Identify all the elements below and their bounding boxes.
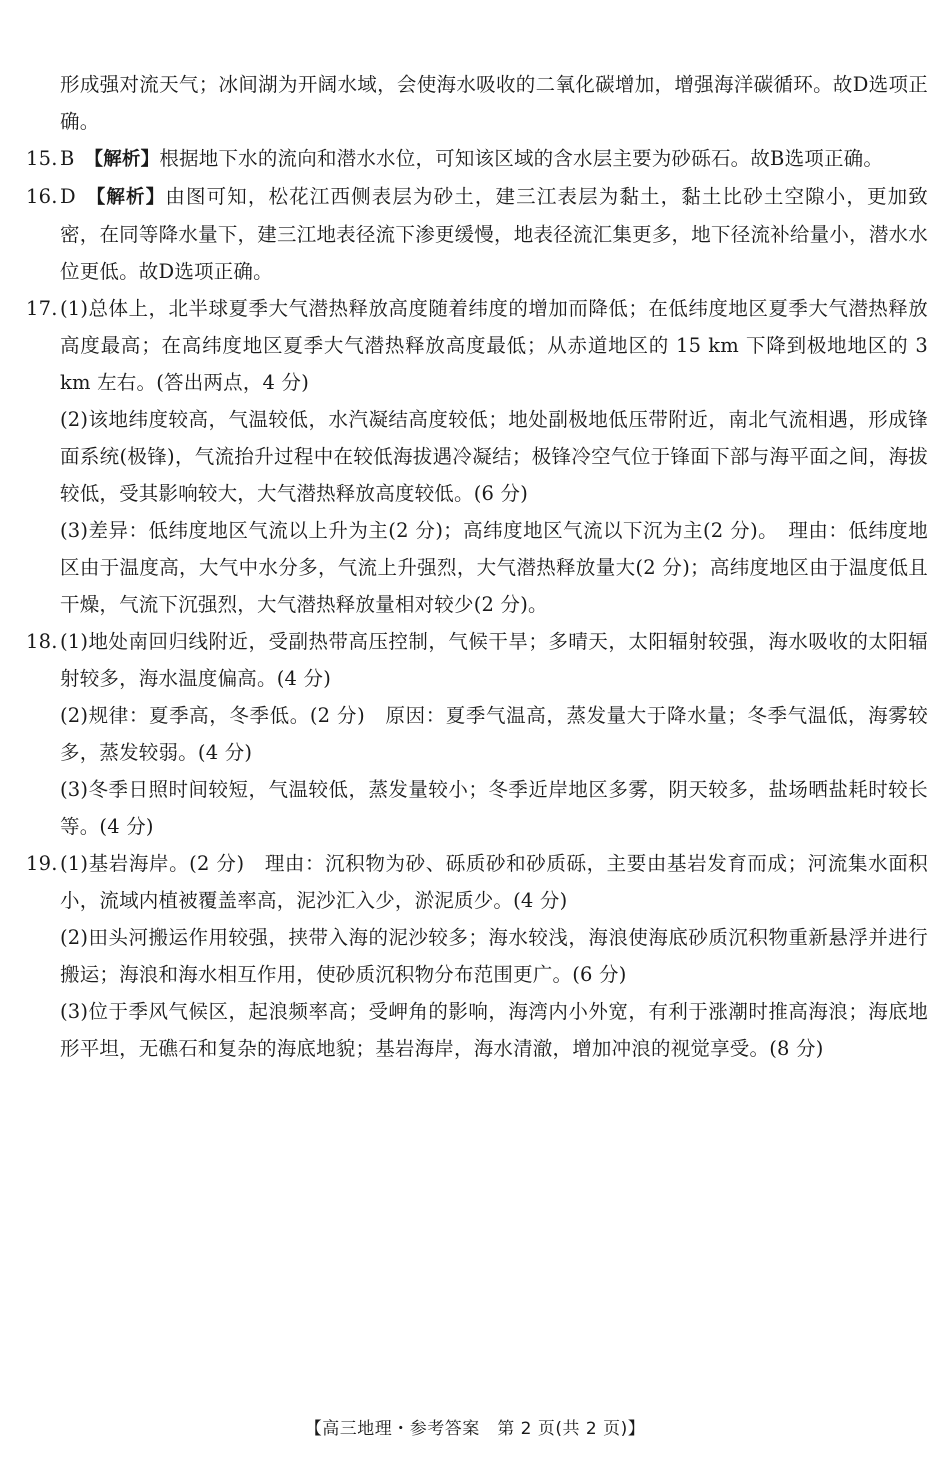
continuation-paragraph: 形成强对流天气；冰间湖为开阔水域，会使海水吸收的二氧化碳增加，增强海洋碳循环。故D选项正确。 (60, 73, 928, 133)
question-19-part-1 (26, 845, 928, 919)
question-number: 17. (26, 297, 58, 320)
question-number: 16. (26, 185, 58, 208)
question-17-part-1 (26, 290, 928, 401)
question-19-part-2: (2)田头河搬运作用较强，挟带入海的泥沙较多；海水较浅，海浪使海底砂质沉积物重新悬浮并进行搬运；海浪和海水相互作用，使砂质沉积物分布范围更广。(6 分) (60, 926, 928, 986)
answer-text: (1)基岩海岸。(2 分) 理由：沉积物为砂、砾质砂和砂质砾，主要由基岩发育而成；河流集水面积小，流域内植被覆盖率高，泥沙汇入少，淤泥质少。(4 分) (60, 852, 928, 912)
question-number: 19. (26, 852, 58, 875)
question-15 (26, 140, 928, 178)
answer-letter: B (60, 147, 75, 170)
answer-text: (1)总体上，北半球夏季大气潜热释放高度随着纬度的增加而降低；在低纬度地区夏季大气潜热释放高度最高；在高纬度地区夏季大气潜热释放高度最低；从赤道地区的 15 km 下降到极地地区的 3 km 左右。(答出两点，4 分) (60, 297, 928, 394)
question-18-part-2: (2)规律：夏季高，冬季低。(2 分) 原因：夏季气温高，蒸发量大于降水量；冬季气温低，海雾较多，蒸发较弱。(4 分) (60, 704, 928, 764)
question-16 (26, 178, 928, 290)
answer-text: (1)地处南回归线附近，受副热带高压控制，气候干旱；多晴天，太阳辐射较强，海水吸收的太阳辐射较多，海水温度偏高。(4 分) (60, 630, 928, 690)
answer-letter: D (60, 185, 76, 208)
page-footer: 【高三地理・参考答案 第 2 页(共 2 页)】 (304, 1419, 646, 1439)
question-18-part-3: (3)冬季日照时间较短，气温较低，蒸发量较小；冬季近岸地区多雾，阴天较多，盐场晒盐耗时较长等。(4 分) (60, 778, 928, 838)
question-number: 18. (26, 630, 58, 653)
answer-content (26, 66, 928, 1067)
question-17-part-3: (3)差异：低纬度地区气流以上升为主(2 分)；高纬度地区气流以下沉为主(2 分)。 理由：低纬度地区由于温度高，大气中水分多，气流上升强烈，大气潜热释放量大(2 分)；高纬度地区由于温度低且干燥，气流下沉强烈，大气潜热释放量相对较少(2 分)。 (60, 519, 928, 616)
analysis-tag: 【解析】 (84, 149, 160, 170)
analysis-text: 由图可知，松花江西侧表层为砂土，建三江表层为黏土，黏土比砂土空隙小，更加致密，在同等降水量下，建三江地表径流下渗更缓慢，地表径流汇集更多，地下径流补给量小，潜水水位更低。故D选项正确。 (60, 185, 928, 283)
question-17-part-2: (2)该地纬度较高，气温较低，水汽凝结高度较低；地处副极地低压带附近，南北气流相遇，形成锋面系统(极锋)，气流抬升过程中在较低海拔遇冷凝结；极锋冷空气位于锋面下部与海平面之间，海拔较低，受其影响较大，大气潜热释放高度较低。(6 分) (60, 408, 928, 505)
analysis-tag: 【解析】 (85, 187, 166, 208)
question-18-part-1 (26, 623, 928, 697)
analysis-text: 根据地下水的流向和潜水水位，可知该区域的含水层主要为砂砾石。故B选项正确。 (159, 147, 884, 170)
question-19-part-3: (3)位于季风气候区，起浪频率高；受岬角的影响，海湾内小外宽，有利于涨潮时推高海浪；海底地形平坦，无礁石和复杂的海底地貌；基岩海岸，海水清澈，增加冲浪的视觉享受。(8 分) (60, 1000, 928, 1060)
question-number: 15. (26, 147, 58, 170)
